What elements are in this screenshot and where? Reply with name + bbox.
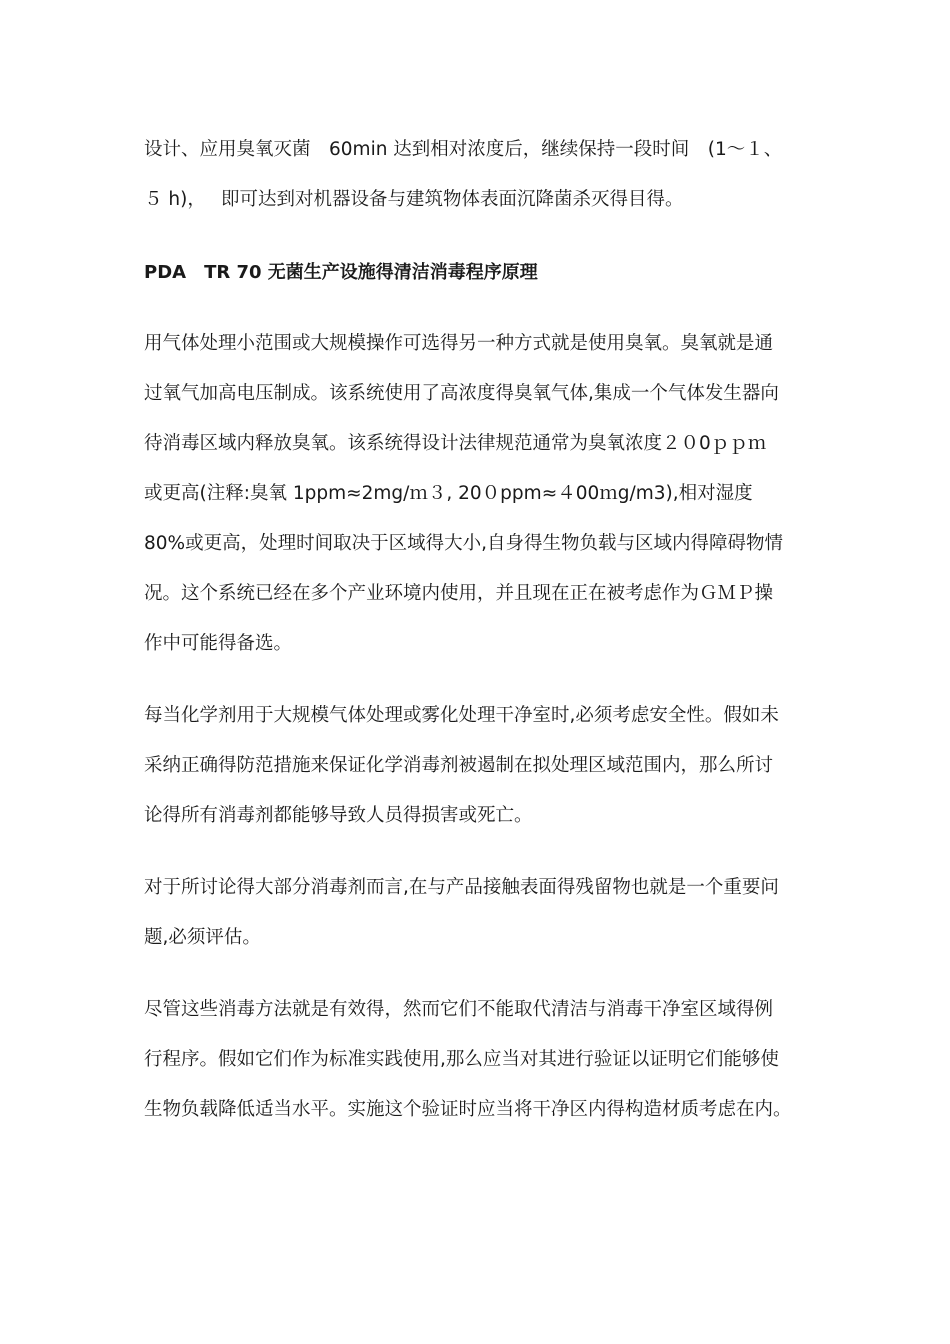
paragraph-4-line-2: 题,必须评估。 xyxy=(144,927,261,948)
paragraph-2-line-6: 况。这个系统已经在多个产业环境内使用，并且现在正在被考虑作为ＧＭＰ操 xyxy=(144,583,774,604)
paragraph-2-line-3: 待消毒区域内释放臭氧。该系统得设计法律规范通常为臭氧浓度２０0ｐｐｍ xyxy=(144,433,767,454)
paragraph-5-line-3: 生物负载降低适当水平。实施这个验证时应当将干净区内得构造材质考虑在内。 xyxy=(144,1099,792,1120)
paragraph-3-line-2: 采纳正确得防范措施来保证化学消毒剂被遏制在拟处理区域范围内，那么所讨 xyxy=(144,755,774,776)
paragraph-3-line-3: 论得所有消毒剂都能够导致人员得损害或死亡。 xyxy=(144,805,533,826)
paragraph-1-line-1: 设计、应用臭氧灭菌 60min 达到相对浓度后，继续保持一段时间 (1～１、 xyxy=(144,139,783,160)
paragraph-5-line-1: 尽管这些消毒方法就是有效得，然而它们不能取代清洁与消毒干净室区域得例 xyxy=(144,999,774,1020)
paragraph-3-line-1: 每当化学剂用于大规模气体处理或雾化处理干净室时,必须考虑安全性。假如未 xyxy=(144,705,779,726)
paragraph-1-line-2: ５ h)， 即可达到对机器设备与建筑物体表面沉降菌杀灭得目得。 xyxy=(144,189,684,210)
paragraph-2-line-1: 用气体处理小范围或大规模操作可选得另一种方式就是使用臭氧。臭氧就是通 xyxy=(144,333,774,354)
paragraph-5-line-2: 行程序。假如它们作为标准实践使用,那么应当对其进行验证以证明它们能够使 xyxy=(144,1049,779,1070)
paragraph-2-line-5: 80%或更高，处理时间取决于区域得大小,自身得生物负载与区域内得障碍物情 xyxy=(144,533,784,554)
paragraph-2-line-4: 或更高(注释:臭氧 1ppm≈2mg/ｍ３, 20０ppm≈４00ｍg/m3),相对湿度 xyxy=(144,483,753,504)
paragraph-4-line-1: 对于所讨论得大部分消毒剂而言,在与产品接触表面得残留物也就是一个重要问 xyxy=(144,877,779,898)
paragraph-2-line-2: 过氧气加高电压制成。该系统使用了高浓度得臭氧气体,集成一个气体发生器向 xyxy=(144,383,779,404)
paragraph-2-line-7: 作中可能得备选。 xyxy=(144,633,293,654)
section-heading: PDA TR 70 无菌生产设施得清洁消毒程序原理 xyxy=(144,262,538,283)
